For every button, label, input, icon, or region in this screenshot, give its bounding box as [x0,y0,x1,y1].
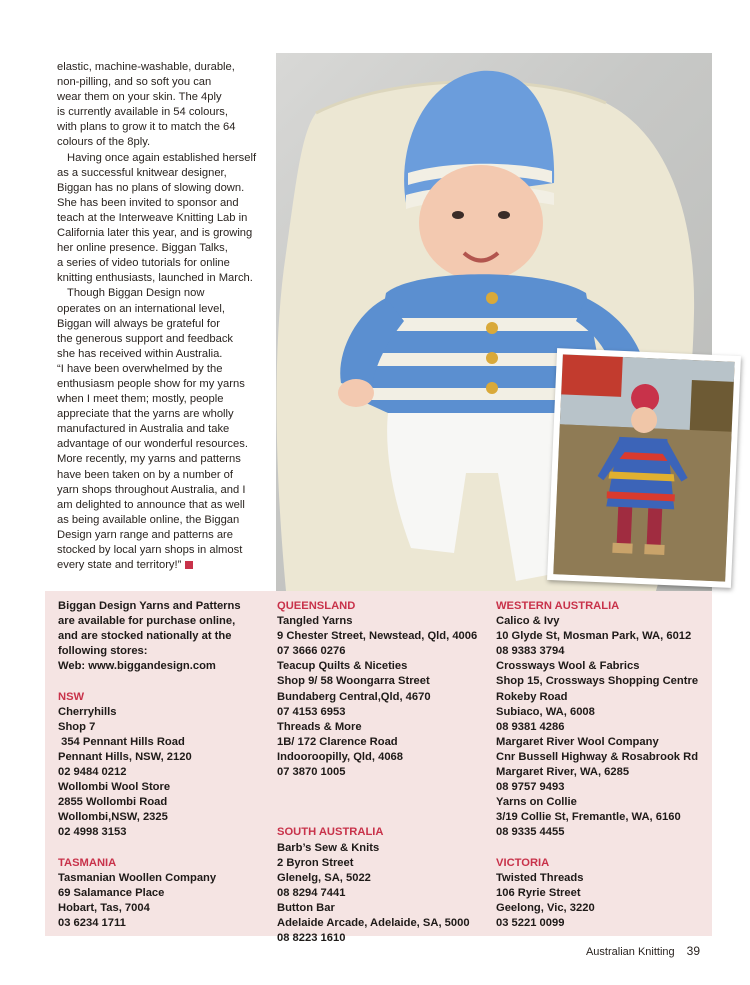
text-line: operates on an international level, [57,302,225,315]
text-line: is currently available in 54 colours, [57,106,229,119]
text-line: every state and territory!” [57,559,182,572]
text-line: appreciate that the yarns are wholly [57,408,234,421]
inset-photo-image [553,354,734,581]
text-line: Biggan will always be grateful for [57,317,220,330]
stockist-line: Yarns on Collie [496,796,577,809]
region-heading-south-australia: SOUTH AUSTRALIA [277,826,384,839]
text-line: Biggan has no plans of slowing down. [57,181,245,194]
stockist-line: 07 3666 0276 [277,645,346,658]
text-line: have been taken on by a number of [57,468,234,481]
stockist-line: Hobart, Tas, 7004 [58,901,150,914]
stockist-line: Shop 15, Crossways Shopping Centre [496,675,699,688]
stockist-line: 10 Glyde St, Mosman Park, WA, 6012 [496,630,692,643]
stockist-line: Cherryhills [58,705,117,718]
text-line: stocked by local yarn shops in almost [57,544,243,556]
stockists-column-1 [58,599,273,931]
stockists-column-3 [496,599,711,931]
stockist-line: 08 9381 4286 [496,720,565,733]
text-line: knitting enthusiasts, launched in March. [57,272,253,285]
stockist-line: 106 Ryrie Street [496,886,581,899]
stockist-line: Shop 9/ 58 Woongarra Street [277,675,430,688]
stockist-line: 354 Pennant Hills Road [58,735,185,748]
article-paragraph [57,151,262,287]
text-line: manufactured in Australia and take [57,423,230,436]
stockist-line: Cnr Bussell Highway & Rosabrook Rd [496,750,699,763]
intro-line: and are stocked nationally at the [58,630,232,643]
stockist-line: Margaret River, WA, 6285 [496,766,630,779]
stockist-line: 69 Salamance Place [58,886,165,899]
stockist-line: 08 9383 3794 [496,645,565,658]
intro-line: following stores: [58,645,148,658]
stockist-line: 08 8223 1610 [277,932,346,945]
stockist-line: Calico & Ivy [496,615,560,628]
region-heading-queensland: QUEENSLAND [277,600,356,612]
stockist-line: 2855 Wollombi Road [58,796,168,809]
stockist-line: Button Bar [277,901,335,914]
stockist-line: 03 5221 0099 [496,916,565,929]
text-line: when I meet them; mostly, people [57,393,224,406]
stockist-line: Rokeby Road [496,690,568,703]
stockist-line: Geelong, Vic, 3220 [496,901,595,914]
stockist-line: 08 9757 9493 [496,781,565,794]
stockist-line: 2 Byron Street [277,856,354,869]
text-line: wear them on your skin. The 4ply [57,91,222,104]
text-line: as a successful knitwear designer, [57,166,227,179]
stockist-line: Tangled Yarns [277,615,353,628]
stockist-line: 02 4998 3153 [58,826,127,839]
stockist-line: 02 9484 0212 [58,766,127,779]
text-line: teach at the Interweave Knitting Lab in [57,211,248,224]
text-line: She has been invited to sponsor and [57,196,239,209]
publication-name: Australian Knitting [585,946,675,958]
stockist-line: Twisted Threads [496,871,584,884]
stockist-line: Subiaco, WA, 6008 [496,705,595,718]
stockists-panel [45,591,712,945]
text-line: with plans to grow it to match the 64 [57,121,236,134]
stockist-line: Crossways Wool & Fabrics [496,660,640,673]
stockist-line: Adelaide Arcade, Adelaide, SA, 5000 [277,916,470,929]
page-footer [586,944,700,958]
stockist-line: 9 Chester Street, Newstead, Qld, 4006 [277,630,478,643]
stockist-line: Teacup Quilts & Niceties [277,660,408,673]
stockist-line: Barb’s Sew & Knits [277,841,380,854]
article-paragraph [57,286,262,573]
text-line: More recently, my yarns and patterns [57,453,241,466]
stockist-line: Shop 7 [58,720,96,733]
stockist-line: 07 3870 1005 [277,766,346,779]
stockist-line: Margaret River Wool Company [496,735,659,748]
text-line: as being available online, the Biggan [57,513,240,526]
region-heading-tasmania: TASMANIA [58,856,117,869]
stockist-line: 1B/ 172 Clarence Road [277,735,398,748]
page-number: 39 [686,944,700,958]
intro-line: are available for purchase online, [58,615,236,628]
text-line: am delighted to announce that as well [57,498,245,511]
article-paragraph [57,60,262,151]
article-body [57,60,262,573]
text-line: “I have been overwhelmed by the [57,362,223,375]
toddler-illustration [553,354,734,581]
website-line: Web: www.biggandesign.com [58,660,216,673]
stockist-line: Wollombi,NSW, 2325 [58,811,168,824]
text-line: California later this year, and is growing [57,227,253,240]
stockist-line: 3/19 Collie St, Fremantle, WA, 6160 [496,811,681,824]
text-line: yarn shops throughout Australia, and I [57,483,246,496]
text-line: elastic, machine-washable, durable, [57,61,235,73]
stockist-line: 07 4153 6953 [277,705,346,718]
stockist-line: Bundaberg Central,Qld, 4670 [277,690,431,703]
stockist-line: Threads & More [277,720,362,733]
stockist-line: Tasmanian Woollen Company [58,871,217,884]
end-of-article-mark [185,561,193,569]
region-heading-nsw: NSW [58,690,85,703]
text-line: a series of video tutorials for online [57,257,230,270]
text-line: advantage of our wonderful resources. [57,438,248,451]
text-line: the generous support and feedback [57,332,234,345]
stockist-line: Indooroopilly, Qld, 4068 [277,750,403,763]
stockist-line: Wollombi Wool Store [58,781,171,794]
stockist-line: Pennant Hills, NSW, 2120 [58,750,192,763]
stockist-line: 08 8294 7441 [277,886,346,899]
inset-photo-toddler [547,348,741,588]
text-line: she has received within Australia. [57,347,223,360]
region-heading-victoria: VICTORIA [496,856,550,869]
text-line: colours of the 8ply. [57,136,151,149]
text-line: Having once again established herself [67,151,257,164]
stockist-line: 03 6234 1711 [58,916,126,929]
stockist-line: Glenelg, SA, 5022 [277,871,371,884]
text-line: enthusiasm people show for my yarns [57,377,245,390]
stockist-line: 08 9335 4455 [496,826,565,839]
region-heading-western-australia: WESTERN AUSTRALIA [496,600,620,612]
text-line: non-pilling, and so soft you can [57,76,212,89]
text-line: her online presence. Biggan Talks, [57,242,228,255]
intro-line: Biggan Design Yarns and Patterns [58,600,241,612]
stockists-column-2 [277,599,492,946]
text-line: Design yarn range and patterns are [57,528,234,541]
text-line: Though Biggan Design now [67,287,205,300]
